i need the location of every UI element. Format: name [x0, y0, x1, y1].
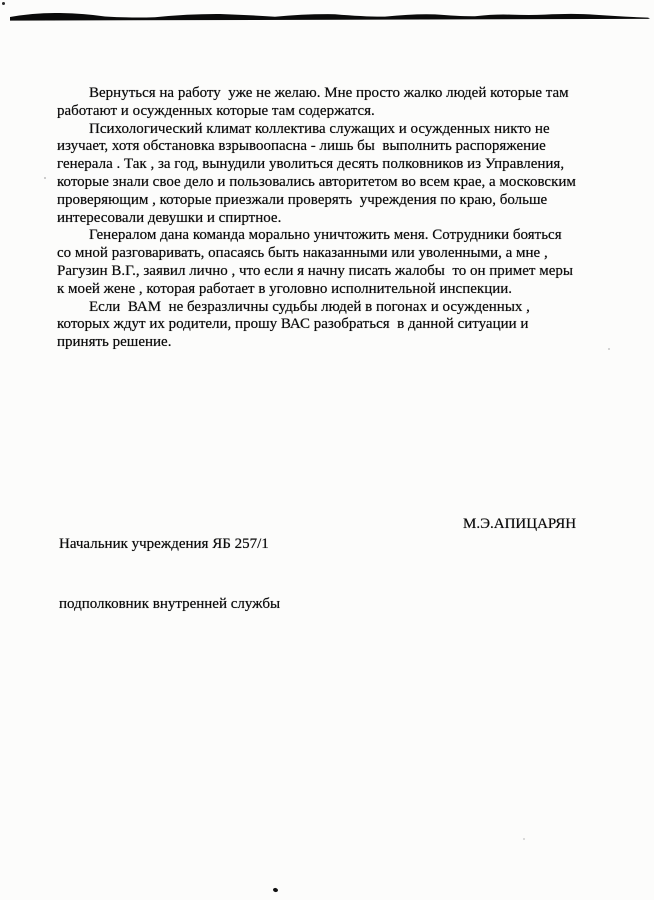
- scan-speck: [523, 838, 525, 840]
- text-line: к моей жене , которая работает в уголовно исполнительной инспекции.: [57, 280, 513, 297]
- scan-dot-bottom: [272, 887, 278, 892]
- text-line: генерала . Так , за год, вынудили уволиться десять полковников из Управления,: [57, 156, 565, 173]
- text-line: которые знали свое дело и пользовались авторитетом во всем крае, а московским: [57, 173, 576, 190]
- signature-block: [59, 494, 280, 654]
- signer-name: М.Э.АПИЦАРЯН: [463, 516, 577, 532]
- text-line: принять решение.: [57, 334, 172, 351]
- text-line: Вернуться на работу уже не желаю. Мне просто жалко людей которые там: [89, 85, 569, 101]
- scan-edge-wave: [0, 0, 654, 24]
- text-line: Если ВАМ не безразличны судьбы людей в погонах и осужденных ,: [89, 298, 530, 315]
- text-line: проверяющим , которые приезжали проверять учреждения по краю, больше: [57, 191, 548, 208]
- paragraph-2: [57, 121, 632, 228]
- text-line: Генералом дана команда морально уничтожить меня. Сотрудники бояться: [89, 227, 562, 244]
- scan-speck: [608, 348, 610, 350]
- scan-speck-top-left: [2, 2, 5, 5]
- scan-artifact-top-edge: [0, 0, 654, 24]
- paragraph-3: [57, 227, 632, 298]
- paragraph-1: [57, 85, 632, 121]
- text-line: Рагузин В.Г., заявил лично , что если я начну писать жалобы то он примет меры: [57, 262, 573, 279]
- text-line: изучает, хотя обстановка взрывоопасна - лишь бы выполнить распоряжение: [57, 138, 546, 155]
- letter-body: [57, 85, 632, 352]
- text-line: Психологический климат коллектива служащих и осужденных никто не: [89, 120, 550, 137]
- text-line: работают и осужденных которые там содержатся.: [57, 102, 375, 119]
- text-line: интересовали девушки и спиртное.: [57, 209, 282, 226]
- signer-position-line1: Начальник учреждения ЯБ 257/1: [59, 536, 269, 552]
- scan-speck: [44, 177, 46, 179]
- text-line: которых ждут их родители, прошу ВАС разобраться в данной ситуации и: [57, 316, 529, 333]
- text-line: со мной разговаривать, опасаясь быть наказанными или уволенными, а мне ,: [57, 245, 548, 262]
- paragraph-4: [57, 299, 632, 352]
- signer-position-line2: подполковник внутренней службы: [59, 596, 281, 612]
